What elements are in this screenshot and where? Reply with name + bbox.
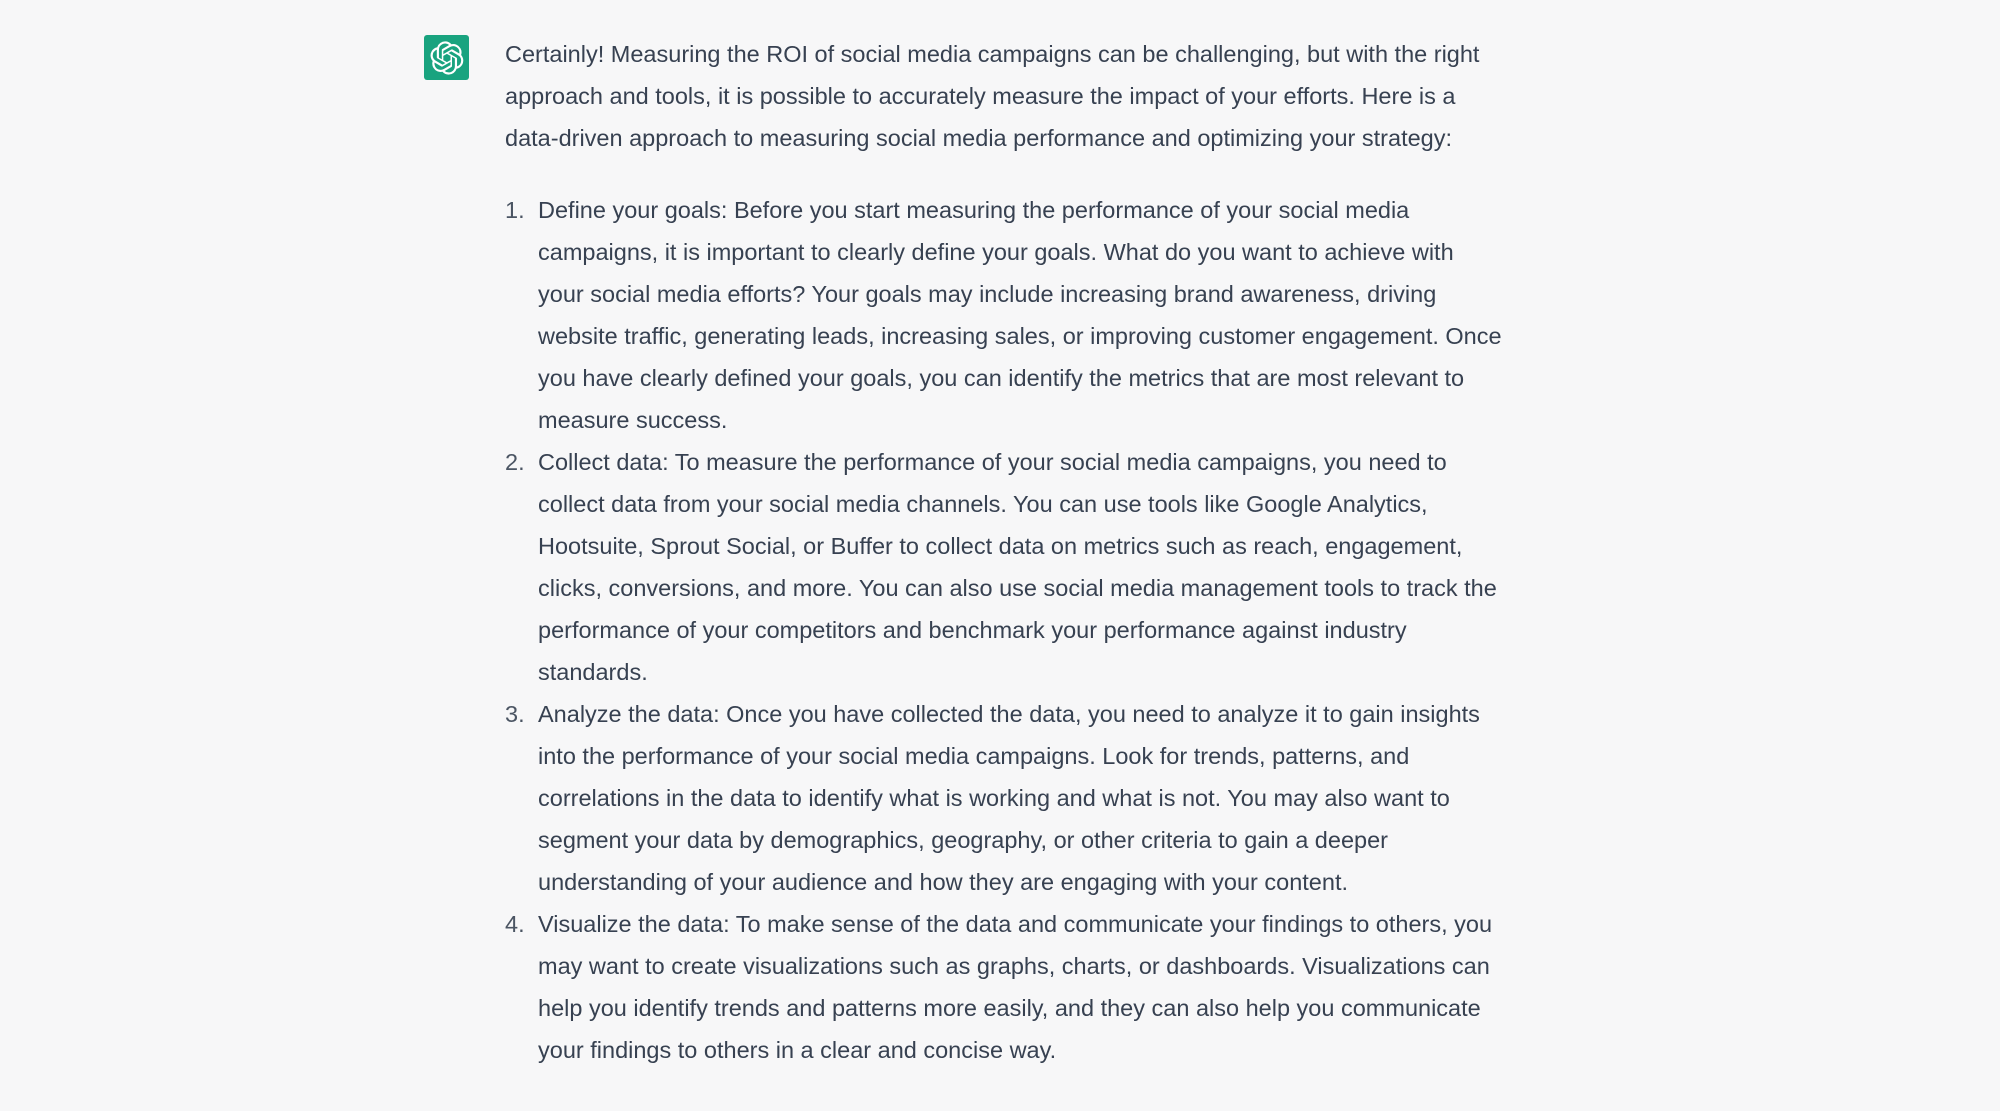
message-content <box>505 33 1505 1071</box>
steps-list <box>505 189 1505 1071</box>
list-item <box>505 441 1505 693</box>
openai-logo-icon <box>430 41 464 75</box>
list-item <box>505 903 1505 1071</box>
list-item-text: Visualize the data: To make sense of the data and communicate your findings to others, you may want to create visualizations such as graphs, charts, or dashboards. Visualizations can help you identify trends and patterns more easily, and they can also help you communicate your findings to others in a clear and concise way. <box>538 911 1493 1063</box>
list-item-number: 3. <box>505 701 525 727</box>
list-item <box>505 189 1505 441</box>
list-item-text: Define your goals: Before you start measuring the performance of your social media campaigns, it is important to clearly define your goals. What do you want to achieve with your social media efforts? Your goals may include increasing brand awareness, driving website traffic, generating leads, increasing sales, or improving customer engagement. Once you have clearly defined your goals, you can identify the metrics that are most relevant to measure success. <box>538 197 1502 433</box>
assistant-avatar <box>424 35 469 80</box>
message-intro: Certainly! Measuring the ROI of social media campaigns can be challenging, but with the right approach and tools, it is possible to accurately measure the impact of your efforts. Here is a data-driven approach to measuring social media performance and optimizing your strategy: <box>505 41 1480 151</box>
list-item <box>505 693 1505 903</box>
list-item-number: 4. <box>505 911 525 937</box>
list-item-text: Collect data: To measure the performance of your social media campaigns, you need to collect data from your social media channels. You can use tools like Google Analytics, Hootsuite, Sprout Social, or Buffer to collect data on metrics such as reach, engagement, clicks, conversions, and more. You can also use social media management tools to track the performance of your competitors and benchmark your performance against industry standards. <box>538 449 1497 685</box>
list-item-number: 1. <box>505 197 525 223</box>
list-item-text: Analyze the data: Once you have collected the data, you need to analyze it to gain insights into the performance of your social media campaigns. Look for trends, patterns, and correlations in the data to identify what is working and what is not. You may also want to segment your data by demographics, geography, or other criteria to gain a deeper understanding of your audience and how they are engaging with your content. <box>538 701 1480 895</box>
list-item-number: 2. <box>505 449 525 475</box>
